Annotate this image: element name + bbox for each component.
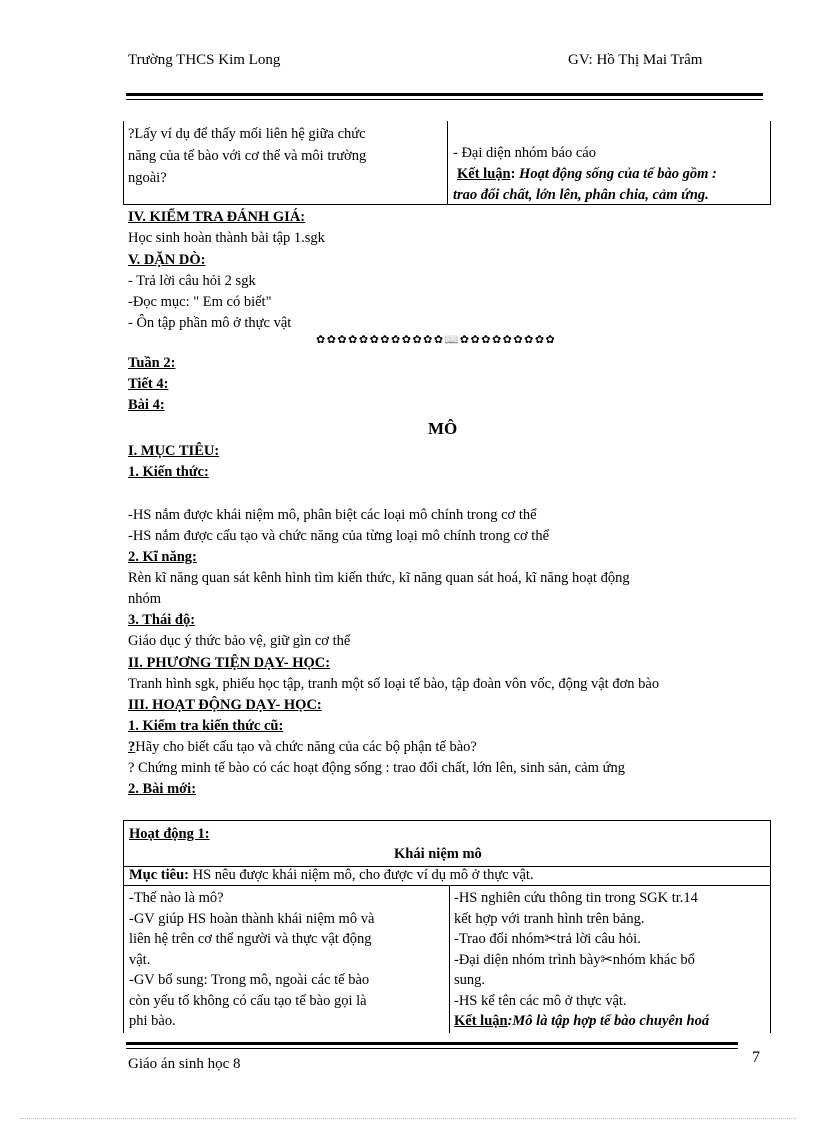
skills-line: nhóm: [128, 591, 162, 607]
teacher-line: phi bào.: [129, 1013, 176, 1029]
section4-heading: IV. KIỂM TRA ĐÁNH GIÁ:: [128, 209, 306, 225]
check-heading: 1. Kiểm tra kiến thức cũ:: [128, 718, 284, 734]
student-line: -Đại diện nhóm trình bày✂nhóm khác bổ: [454, 951, 695, 968]
table1-left-line: ngoài?: [128, 170, 167, 186]
table1-left-cell: [128, 123, 366, 189]
attitude-text: Giáo dục ý thức bảo vệ, giữ gìn cơ thể: [128, 633, 351, 649]
student-line: -Trao đổi nhóm✂trả lời câu hỏi.: [454, 931, 641, 947]
header-rule: [126, 93, 763, 96]
footer-rule-thin: [126, 1048, 738, 1049]
student-line: -HS kể tên các mô ở thực vật.: [454, 992, 627, 1009]
student-line: sung.: [454, 972, 486, 988]
header-teacher: GV: Hồ Thị Mai Trâm: [568, 52, 703, 68]
header-school: Trường THCS Kim Long: [128, 52, 281, 68]
header-rule-thin: [126, 99, 763, 100]
teacher-activity-column: [129, 888, 374, 1032]
table1-left-line: năng của tế bào với cơ thể và môi trường: [128, 148, 367, 164]
activity-title: Khái niệm mô: [394, 846, 482, 862]
teacher-line: -GV giúp HS hoàn thành khái niệm mô và: [129, 910, 375, 927]
teacher-line: liên hệ trên cơ thể người và thực vật động: [129, 931, 372, 947]
check-question: ?Hãy cho biết cấu tạo và chức năng của các bộ phận tế bào?: [128, 739, 477, 755]
part1-heading: I. MỤC TIÊU:: [128, 443, 220, 459]
lesson-title: MÔ: [428, 419, 458, 438]
teacher-line: vật.: [129, 951, 151, 968]
table1-conclusion: Kết luận: Hoạt động sống của tế bào gồm :: [457, 166, 717, 182]
activity-goal: Mục tiêu: HS nêu được khái niệm mô, cho được ví dụ mô ở thực vật.: [129, 867, 534, 883]
section5-item: - Ôn tập phần mô ở thực vật: [128, 315, 292, 331]
check-question: ? Chứng minh tế bào có các hoạt động sống : trao đổi chất, lớn lên, sinh sản, cảm ứng: [128, 760, 625, 776]
skills-heading: 2. Kĩ năng:: [128, 549, 197, 565]
continuation-table: [123, 121, 771, 205]
part2-text: Tranh hình sgk, phiếu học tập, tranh một số loại tế bào, tập đoàn vôn vốc, động vật đơn bào: [128, 676, 660, 692]
teacher-line: còn yếu tố không có cấu tạo tế bào gọi là: [129, 992, 367, 1009]
part3-heading: III. HOẠT ĐỘNG DẠY- HỌC:: [128, 697, 322, 713]
table2-conclusion: Kết luận:Mô là tập hợp tế bào chuyên hoá: [454, 1013, 710, 1029]
lesson-label: Bài 4:: [128, 397, 165, 413]
knowledge-item: -HS nắm được khái niệm mô, phân biệt các loại mô chính trong cơ thể: [128, 507, 537, 523]
knowledge-item: -HS nắm được cấu tạo và chức năng của từng loại mô chính trong cơ thể: [128, 528, 550, 544]
page-edge: [20, 1118, 796, 1119]
new-lesson-heading: 2. Bài mới:: [128, 781, 197, 797]
section5-heading: V. DẶN DÒ:: [128, 252, 206, 268]
part2-heading: II. PHƯƠNG TIỆN DẠY- HỌC:: [128, 655, 331, 671]
period-label: Tiết 4:: [128, 376, 169, 392]
activity-label: Hoạt động 1:: [129, 826, 210, 842]
student-line: kết hợp với tranh hình trên bảng.: [454, 910, 645, 927]
teacher-line: -GV bổ sung: Trong mô, ngoài các tế bào: [129, 972, 370, 988]
skills-line: Rèn kĩ năng quan sát kênh hình tìm kiến thức, kĩ năng quan sát hoá, kĩ năng hoạt động: [128, 570, 630, 586]
teacher-line: -Thế nào là mô?: [129, 890, 224, 906]
footer-book: Giáo án sinh học 8: [128, 1056, 241, 1072]
week-label: Tuần 2:: [128, 355, 176, 371]
attitude-heading: 3. Thái độ:: [128, 612, 196, 628]
section5-item: -Đọc mục: " Em có biết": [128, 294, 272, 310]
divider-ornament: ✿✿✿✿✿✿✿✿✿✿✿✿📖✿✿✿✿✿✿✿✿✿: [316, 334, 557, 346]
student-activity-column: [454, 888, 709, 1032]
knowledge-heading: 1. Kiến thức:: [128, 464, 209, 480]
student-line: -HS nghiên cứu thông tin trong SGK tr.14: [454, 890, 698, 906]
page-number: 7: [752, 1049, 760, 1066]
table1-right-line: - Đại diện nhóm báo cáo: [453, 145, 596, 161]
table1-conclusion-line2: trao đổi chất, lớn lên, phân chia, cảm ứng.: [453, 187, 709, 203]
section4-text: Học sinh hoàn thành bài tập 1.sgk: [128, 230, 325, 246]
footer-rule: [126, 1042, 738, 1045]
activity-table: [123, 820, 771, 1033]
section5-item: - Trả lời câu hỏi 2 sgk: [128, 273, 256, 289]
table1-left-line: ?Lấy ví dụ để thấy mối liên hệ giữa chức: [128, 126, 366, 142]
